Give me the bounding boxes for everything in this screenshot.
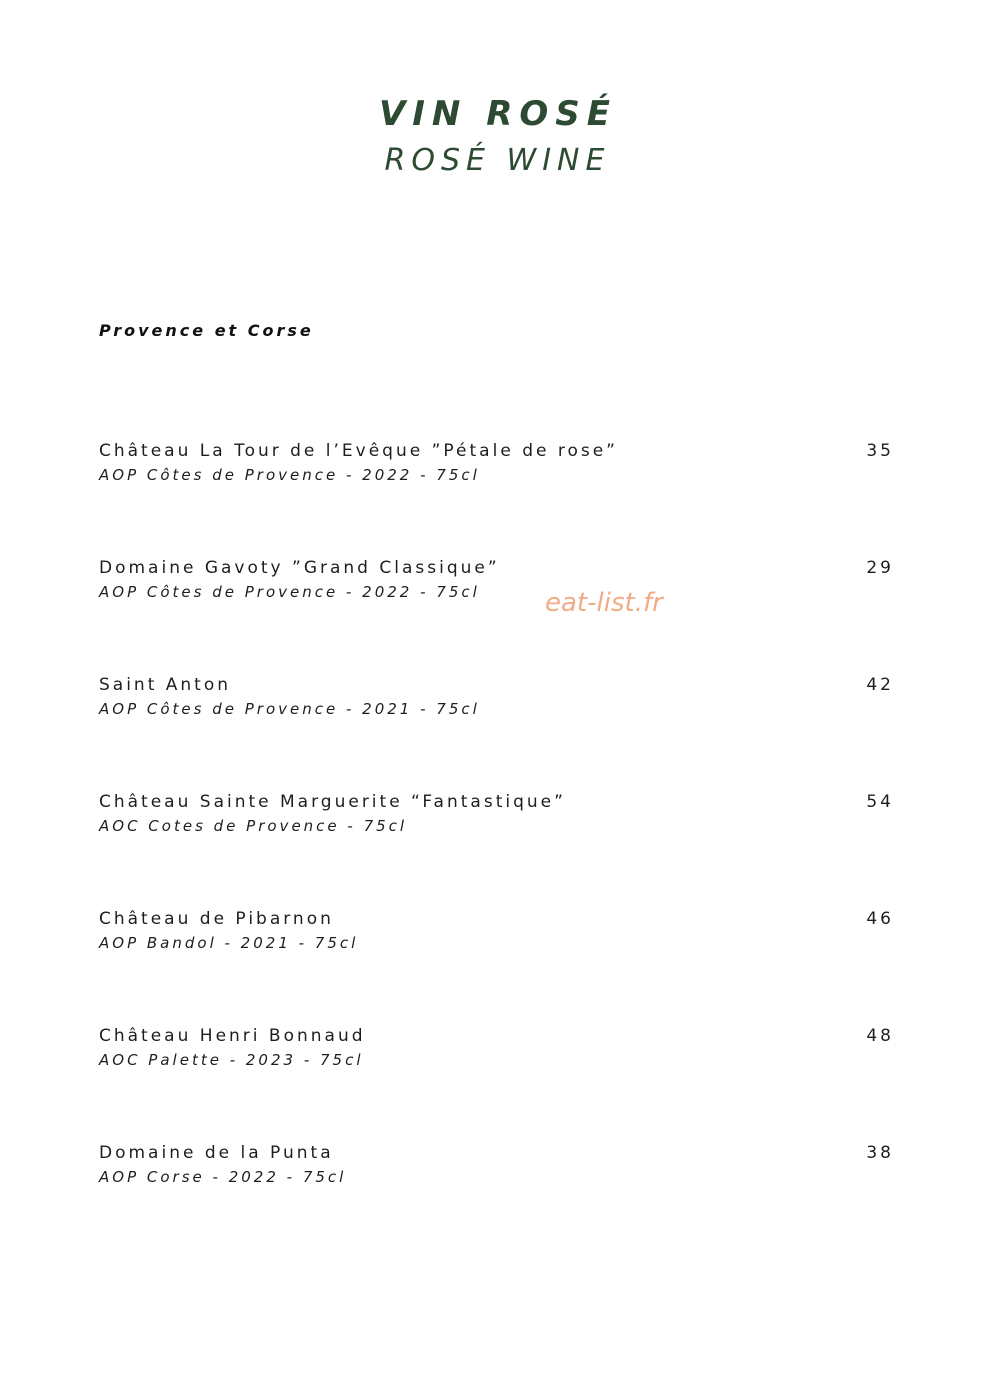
wine-name: Château La Tour de l’Evêque ”Pétale de rose” [99,441,618,461]
wine-detail: AOP Bandol - 2021 - 75cl [99,934,359,952]
wine-list [99,438,894,1257]
list-item [99,1140,894,1257]
wine-price: 46 [866,909,894,929]
wine-name: Domaine de la Punta [99,1143,334,1163]
list-item [99,672,894,789]
list-item [99,906,894,1023]
wine-price: 38 [866,1143,894,1163]
page-title: VIN ROSÉ [378,94,618,134]
list-item [99,438,894,555]
wine-name: Château Sainte Marguerite “Fantastique” [99,792,566,812]
wine-price: 42 [866,675,894,695]
wine-name: Domaine Gavoty ”Grand Classique” [99,558,500,578]
wine-detail: AOP Corse - 2022 - 75cl [99,1168,347,1186]
wine-price: 35 [866,441,894,461]
wine-detail: AOP Côtes de Provence - 2022 - 75cl [99,466,480,484]
wine-detail: AOC Palette - 2023 - 75cl [99,1051,364,1069]
section-title: Provence et Corse [99,321,314,340]
wine-price: 54 [866,792,894,812]
wine-price: 29 [866,558,894,578]
wine-price: 48 [866,1026,894,1046]
watermark: eat-list.fr [545,588,663,618]
wine-name: Château Henri Bonnaud [99,1026,366,1046]
list-item [99,555,894,672]
wine-detail: AOC Cotes de Provence - 75cl [99,817,408,835]
list-item [99,1023,894,1140]
page-subtitle: ROSÉ WINE [384,143,611,178]
list-item [99,789,894,906]
wine-name: Saint Anton [99,675,232,695]
wine-detail: AOP Côtes de Provence - 2022 - 75cl [99,583,480,601]
wine-name: Château de Pibarnon [99,909,334,929]
page-header [0,90,989,184]
wine-detail: AOP Côtes de Provence - 2021 - 75cl [99,700,480,718]
